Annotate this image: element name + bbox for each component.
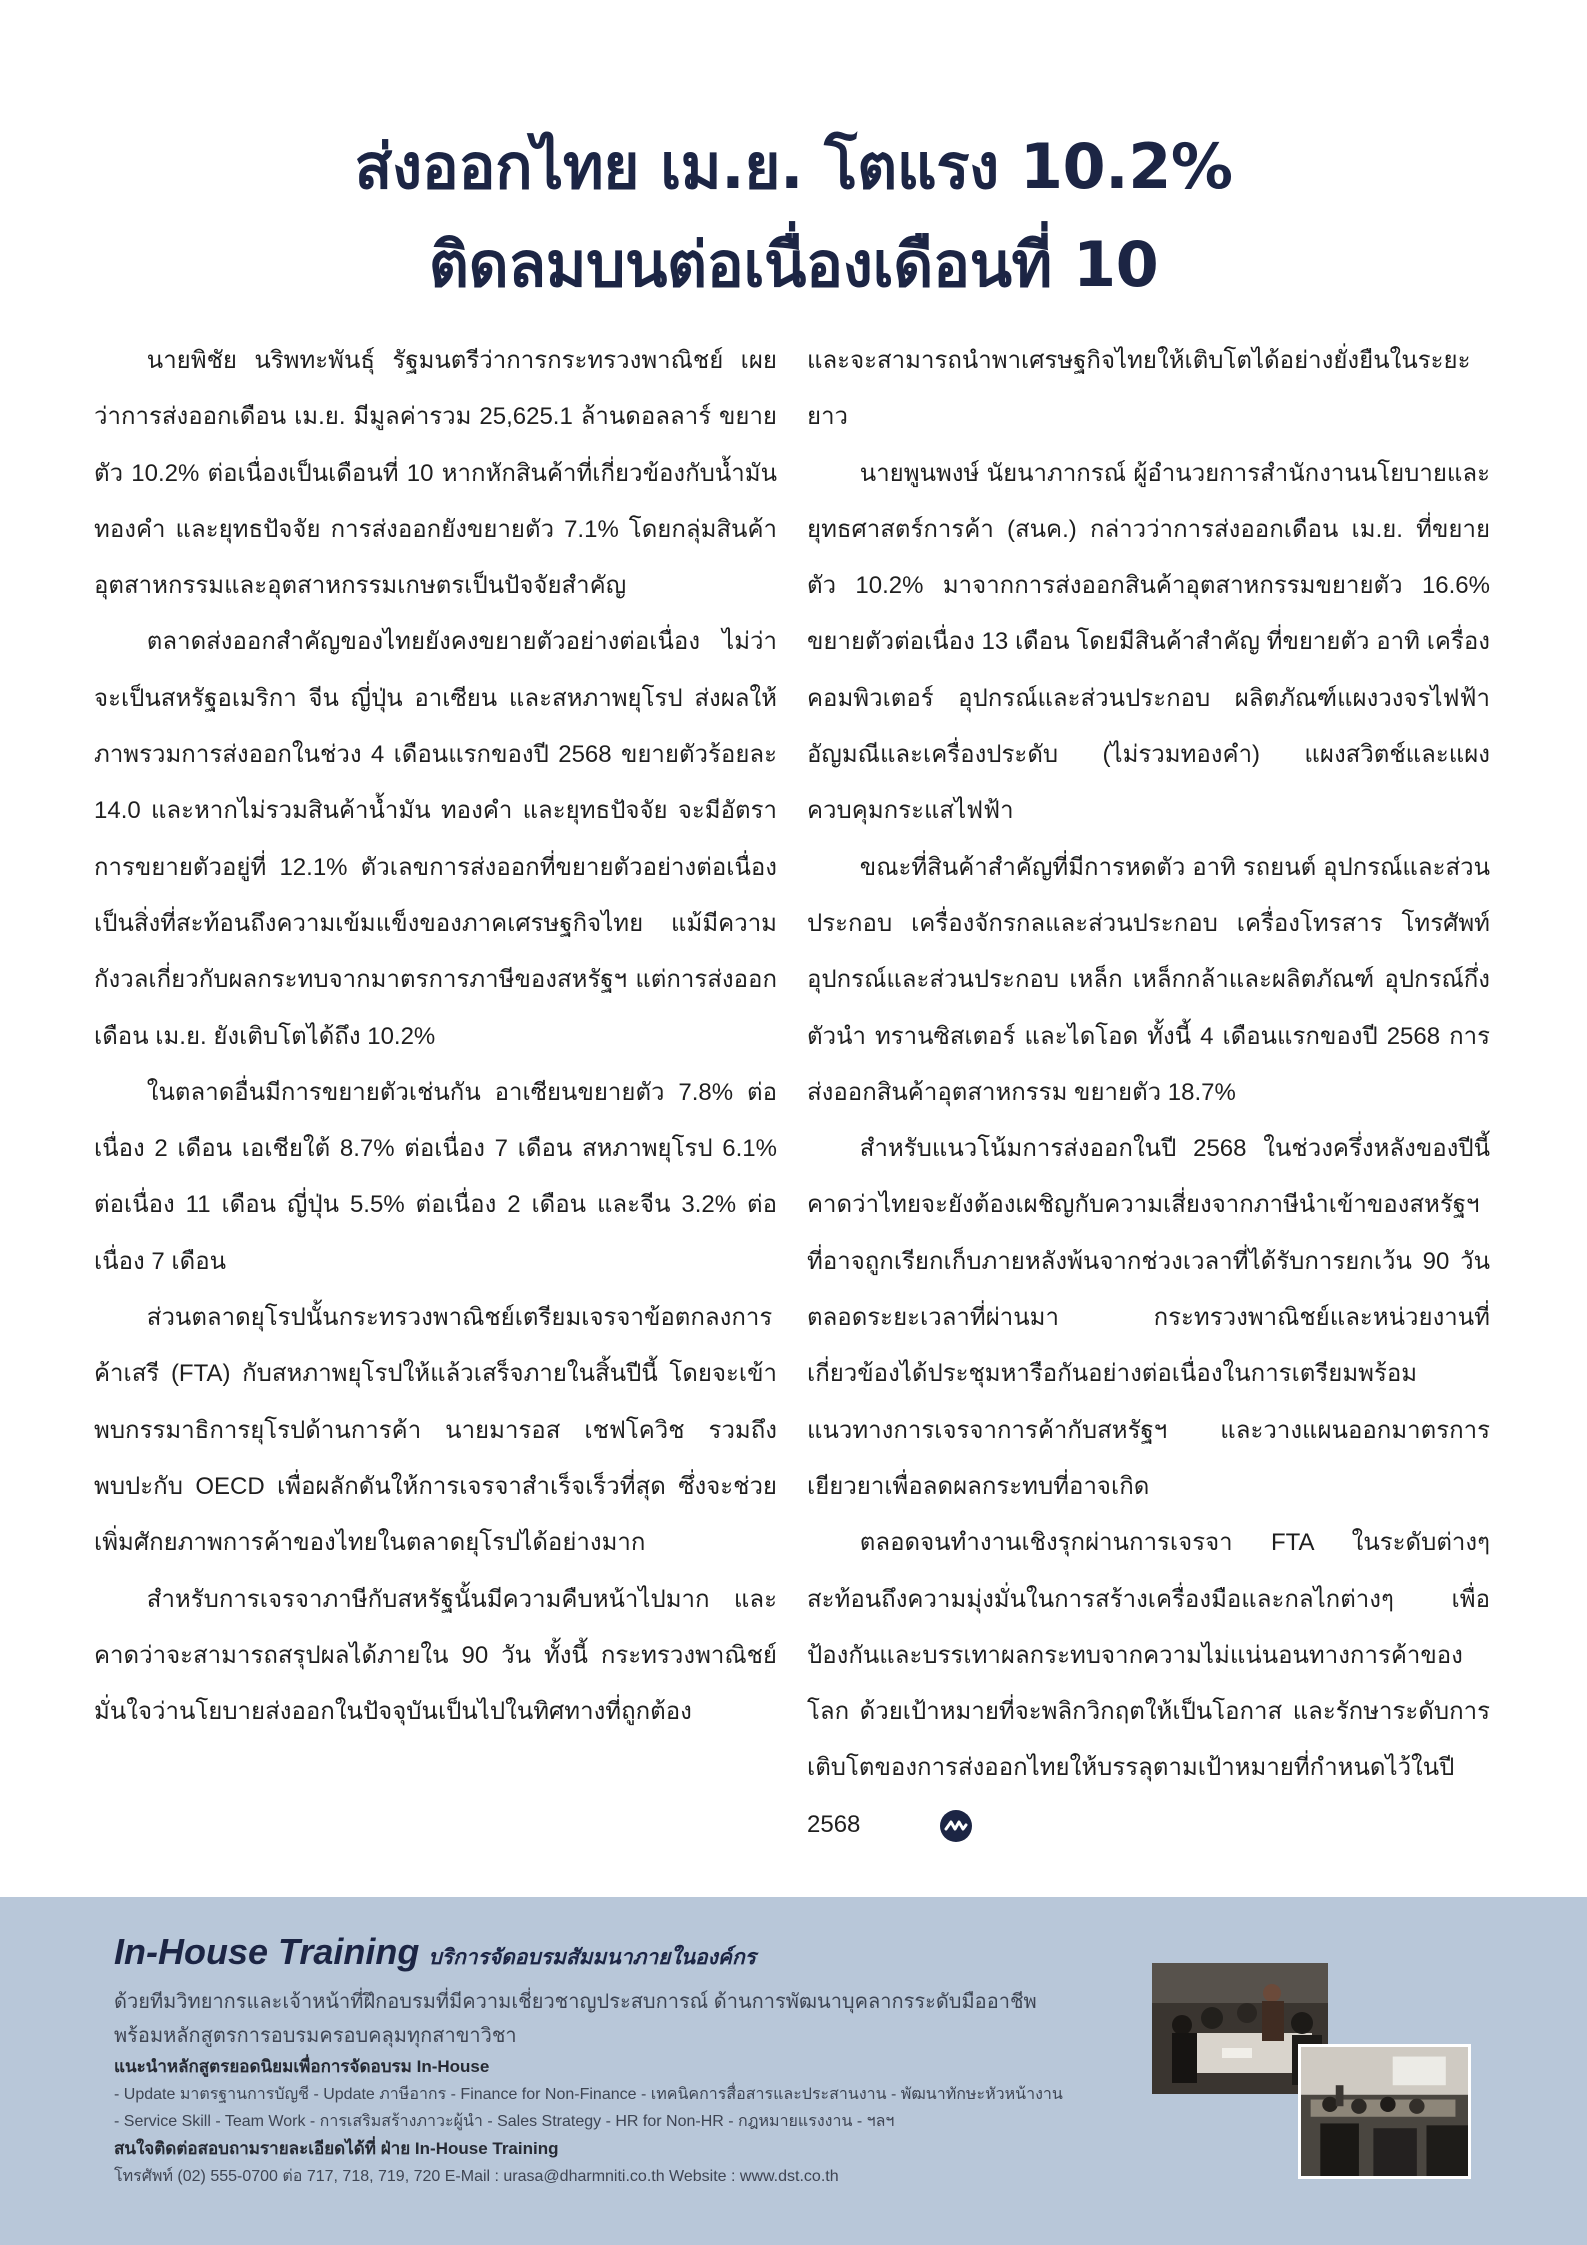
paragraph: ในตลาดอื่นมีการขยายตัวเช่นกัน อาเซียนขยายตัว 7.8% ต่อเนื่อง 2 เดือน เอเชียใต้ 8.7% ต่อเนื่อง 7 เดือน สหภาพยุโรป 6.1% ต่อเนื่อง 11 เดือน ญี่ปุ่น 5.5% ต่อเนื่อง 2 เดือน และจีน 3.2% ต่อเนื่อง 7 เดือน [94, 1078, 777, 1275]
paragraph-last-text: ตลอดจนทำงานเชิงรุกผ่านการเจรจา FTA ในระดับต่างๆ สะท้อนถึงความมุ่งมั่นในการสร้างเครื่องมือและกลไกต่างๆ เพื่อป้องกันและบรรเทาผลกระทบจากความไม่แน่นอนทางการค้าของโลก ด้วยเป้าหมายที่จะพลิกวิกฤตให้เป็นโอกาส และรักษาระดับการเติบโตของการส่งออกไทยให้บรรลุตามเป้าหมายที่กำหนดไว้ในปี 2568 [807, 1529, 1490, 1838]
paragraph: สำหรับแนวโน้มการส่งออกในปี 2568 ในช่วงครึ่งหลังของปีนี้ คาดว่าไทยจะยังต้องเผชิญกับความเสี่ยงจากภาษีนำเข้าของสหรัฐฯ ที่อาจถูกเรียกเก็บภายหลังพ้นจากช่วงเวลาที่ได้รับการยกเว้น 90 วัน ตลอดระยะเวลาที่ผ่านมา กระทรวงพาณิชย์และหน่วยงานที่เกี่ยวข้องได้ประชุมหารือกันอย่างต่อเนื่องในการเตรียมพร้อมแนวทางการเจรจาการค้ากับสหรัฐฯ และวางแผนออกมาตรการเยียวยาเพื่อลดผลกระทบที่อาจเกิด [807, 1135, 1490, 1500]
paragraph: ตลาดส่งออกสำคัญของไทยยังคงขยายตัวอย่างต่อเนื่อง ไม่ว่าจะเป็นสหรัฐอเมริกา จีน ญี่ปุ่น อาเซียน และสหภาพยุโรป ส่งผลให้ภาพรวมการส่งออกในช่วง 4 เดือนแรกของปี 2568 ขยายตัวร้อยละ 14.0 และหากไม่รวมสินค้าน้ำมัน ทองคำ และยุทธปัจจัย จะมีอัตราการขยายตัวอยู่ที่ 12.1% ตัวเลขการส่งออกที่ขยายตัวอย่างต่อเนื่องเป็นสิ่งที่สะท้อนถึงความเข้มแข็งของภาคเศรษฐกิจไทย แม้มีความกังวลเกี่ยวกับผลกระทบจากมาตรการภาษีของสหรัฐฯ แต่การส่งออกเดือน เม.ย. ยังเติบโตได้ถึง 10.2% [94, 628, 777, 1050]
paragraph-continued: และจะสามารถนำพาเศรษฐกิจไทยให้เติบโตได้อย่างยั่งยืนในระยะยาว [807, 347, 1471, 431]
article-title [0, 118, 1587, 314]
footer-contact-heading: สนใจติดต่อสอบถามรายละเอียดได้ที่ ฝ่าย In-House Training [114, 2139, 559, 2158]
paragraph: ส่วนตลาดยุโรปนั้นกระทรวงพาณิชย์เตรียมเจรจาข้อตกลงการค้าเสรี (FTA) กับสหภาพยุโรปให้แล้วเสร็จภายในสิ้นปีนี้ โดยจะเข้าพบกรรมาธิการยุโรปด้านการค้า นายมารอส เชฟโควิช รวมถึงพบปะกับ OECD เพื่อผลักดันให้การเจรจาสำเร็จเร็วที่สุด ซึ่งจะช่วยเพิ่มศักยภาพการค้าของไทยในตลาดยุโรปได้อย่างมาก [94, 1304, 777, 1557]
article-column-left [94, 333, 777, 1740]
footer-courses-heading: แนะนำหลักสูตรยอดนิยมเพื่อการจัดอบรม In-House [114, 2057, 490, 2076]
article-column-right [807, 333, 1490, 1853]
footer-courses-line-2: - Service Skill - Team Work - การเสริมสร้างภาวะผู้นำ - Sales Strategy - HR for Non-HR - กฎหมายแรงงาน - ฯลฯ [114, 2113, 895, 2130]
footer-brand: In-House Training [114, 1931, 420, 1972]
footer-banner [0, 1897, 1587, 2245]
end-mark-icon [886, 1808, 920, 1842]
paragraph: ขณะที่สินค้าสำคัญที่มีการหดตัว อาทิ รถยนต์ อุปกรณ์และส่วนประกอบ เครื่องจักรกลและส่วนประกอบ เครื่องโทรสาร โทรศัพท์ อุปกรณ์และส่วนประกอบ เหล็ก เหล็กกล้าและผลิตภัณฑ์ อุปกรณ์กึ่งตัวนำ ทรานซิสเตอร์ และไดโอด ทั้งนี้ 4 เดือนแรกของปี 2568 การส่งออกสินค้าอุตสาหกรรม ขยายตัว 18.7% [807, 853, 1490, 1106]
article-title-line-1: ส่งออกไทย เม.ย. โตแรง 10.2% [354, 130, 1233, 203]
paragraph-last [807, 1515, 1490, 1853]
footer-description-2: พร้อมหลักสูตรการอบรมครอบคลุมทุกสาขาวิชา [114, 2025, 517, 2047]
footer-body [114, 1985, 1124, 2190]
footer-courses-line-1: - Update มาตรฐานการบัญชี - Update ภาษีอากร - Finance for Non-Finance - เทคนิคการสื่อสารและประสานงาน - พัฒนาทักษะหัวหน้างาน [114, 2086, 1063, 2103]
paragraph: นายพิชัย นริพทะพันธุ์ รัฐมนตรีว่าการกระทรวงพาณิชย์ เผยว่าการส่งออกเดือน เม.ย. มีมูลค่ารวม 25,625.1 ล้านดอลลาร์ ขยายตัว 10.2% ต่อเนื่องเป็นเดือนที่ 10 หากหักสินค้าที่เกี่ยวข้องกับน้ำมัน ทองคำ และยุทธปัจจัย การส่งออกยังขยายตัว 7.1% โดยกลุ่มสินค้าอุตสาหกรรมและอุตสาหกรรมเกษตรเป็นปัจจัยสำคัญ [94, 347, 777, 600]
footer-description-1: ด้วยทีมวิทยากรและเจ้าหน้าที่ฝึกอบรมที่มีความเชี่ยวชาญประสบการณ์ ด้านการพัฒนาบุคลากรระดับมืออาชีพ [114, 1991, 1037, 2013]
paragraph: สำหรับการเจรจาภาษีกับสหรัฐนั้นมีความคืบหน้าไปมาก และคาดว่าจะสามารถสรุปผลได้ภายใน 90 วัน ทั้งนี้ กระทรวงพาณิชย์มั่นใจว่านโยบายส่งออกในปัจจุบันเป็นไปในทิศทางที่ถูกต้อง [94, 1585, 777, 1726]
footer-contact-line: โทรศัพท์ (02) 555-0700 ต่อ 717, 718, 719, 720 E-Mail : urasa@dharmniti.co.th Website : www.dst.co.th [114, 2168, 839, 2185]
article-title-line-2: ติดลมบนต่อเนื่องเดือนที่ 10 [428, 228, 1159, 301]
training-photo-2 [1298, 2044, 1471, 2179]
footer-heading [114, 1931, 756, 1974]
footer-brand-subtitle: บริการจัดอบรมสัมมนาภายในองค์กร [428, 1945, 756, 1969]
paragraph: นายพูนพงษ์ นัยนาภากรณ์ ผู้อำนวยการสำนักงานนโยบายและยุทธศาสตร์การค้า (สนค.) กล่าวว่าการส่งออกเดือน เม.ย. ที่ขยายตัว 10.2% มาจากการส่งออกสินค้าอุตสาหกรรมขยายตัว 16.6% ขยายตัวต่อเนื่อง 13 เดือน โดยมีสินค้าสำคัญ ที่ขยายตัว อาทิ เครื่องคอมพิวเตอร์ อุปกรณ์และส่วนประกอบ ผลิตภัณฑ์แผงวงจรไฟฟ้า อัญมณีและเครื่องประดับ (ไม่รวมทองคำ) แผงสวิตช์และแผงควบคุมกระแสไฟฟ้า [807, 459, 1490, 825]
